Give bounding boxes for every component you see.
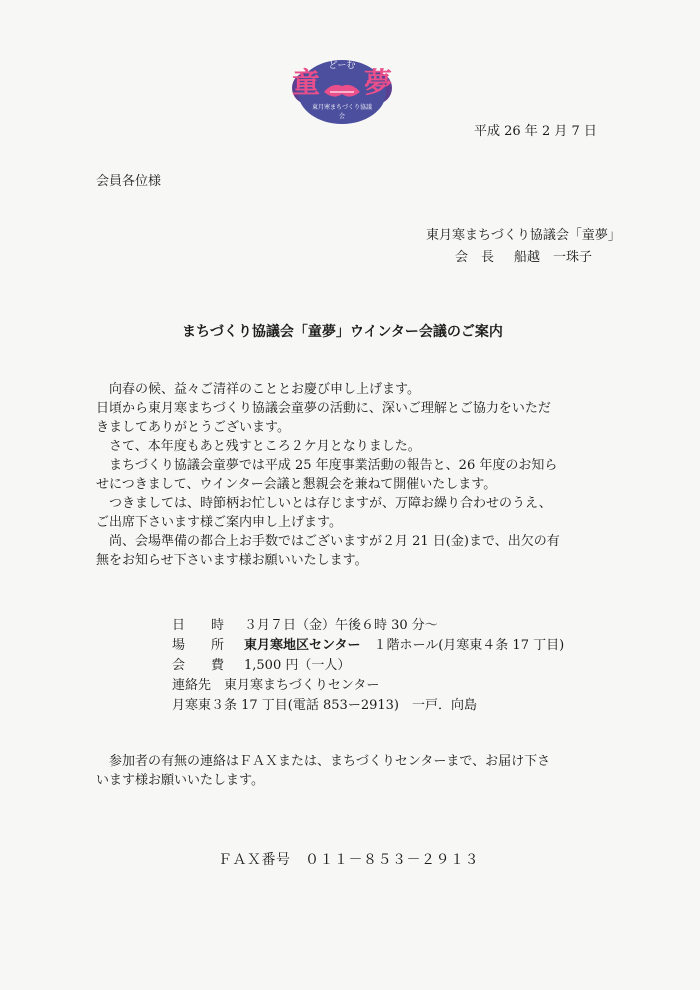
body-line: つきましては、時節柄お忙しいとは存じますが、万障お繰り合わせのうえ、 [96, 496, 552, 511]
logo-org-text: 東月寒まちづくり協議会 [312, 104, 372, 120]
dome-logo [292, 58, 392, 126]
logo-char-left: 童 [292, 66, 321, 99]
handshake-icon [322, 74, 362, 104]
schedule-place-venue: 東月寒地区センター [244, 638, 361, 653]
body-line: 無をお知らせ下さいます様お願いいたします。 [96, 553, 368, 568]
notice [96, 752, 550, 790]
body-line: ご出席下さいます様ご案内申し上げます。 [96, 515, 342, 530]
logo-char-right: 夢 [363, 66, 392, 99]
letter-title: まちづくり協議会「童夢」ウインター会議のご案内 [182, 324, 503, 340]
logo-reading: どーむ [328, 61, 356, 71]
letter-date: 平成 26 年 2 月 7 日 [474, 124, 597, 139]
notice-line: います様お願いいたします。 [96, 773, 264, 788]
schedule-place-label: 場 所 [172, 638, 225, 653]
letter-body [96, 380, 560, 570]
body-line: きましてありがとうございます。 [96, 420, 290, 435]
notice-line: 参加者の有無の連絡はＦＡＸまたは、まちづくりセンターまで、お届け下さ [96, 754, 551, 769]
schedule-date-row [172, 616, 564, 636]
sender-line [455, 248, 592, 267]
fax-number: ＦＡＸ番号 ０１１－８５３－２９１３ [218, 852, 479, 868]
sender-name: 船越 一珠子 [514, 250, 593, 265]
sender-org: 東月寒まちづくり協議会「童夢」 [426, 228, 621, 243]
schedule-contact: 連絡先 東月寒まちづくりセンター [172, 678, 380, 693]
schedule-date-label: 日 時 [172, 618, 225, 633]
schedule-block [172, 616, 564, 716]
body-line: まちづくり協議会童夢では平成 25 年度事業活動の報告と、26 年度のお知ら [96, 458, 558, 473]
body-line: 尚、会場準備の都合上お手数ではございますが２月 21 日(金)まで、出欠の有 [96, 534, 560, 549]
body-line: 向春の候、益々ご清祥のこととお慶び申し上げます。 [96, 382, 420, 397]
recipient: 会員各位様 [96, 174, 162, 189]
body-line: 日頃から東月寒まちづくり協議会童夢の活動に、深いご理解とご協力をいただ [96, 401, 551, 416]
body-line: せにつきまして、ウインター会議と懇親会を兼ねて開催いたします。 [96, 477, 497, 492]
body-line: さて、本年度もあと残すところ２ケ月となりました。 [96, 439, 421, 454]
sender-title: 会 長 [455, 250, 495, 265]
schedule-place-detail: １階ホール(月寒東４条 17 丁目) [360, 638, 565, 653]
schedule-date-value: ３月７日（金）午後６時 30 分～ [244, 618, 438, 633]
schedule-fee-row [172, 656, 564, 676]
schedule-place-row [172, 636, 564, 656]
schedule-fee-label: 会 費 [172, 658, 225, 673]
schedule-fee-value: 1,500 円（一人） [244, 658, 351, 673]
schedule-address: 月寒東３条 17 丁目(電話 853ー2913) 一戸．向島 [172, 698, 477, 713]
